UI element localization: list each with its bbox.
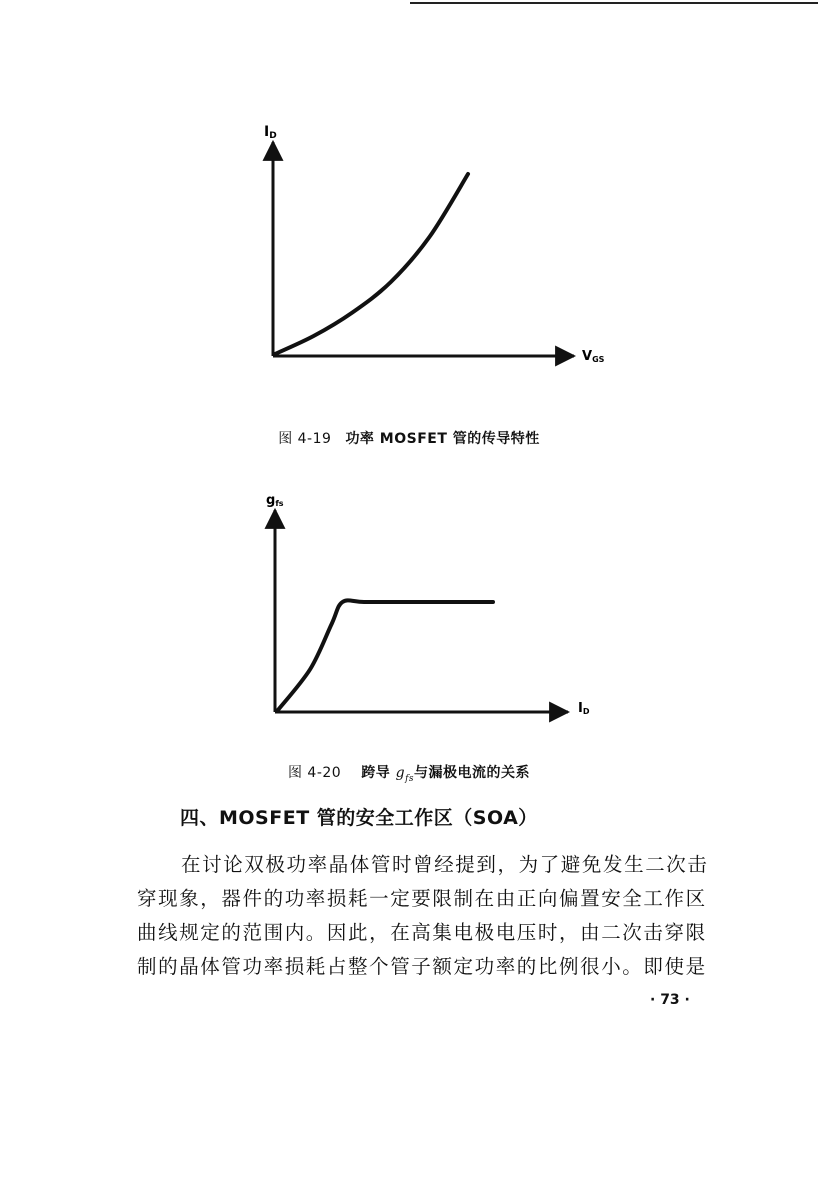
caption-number: 图 4-19 — [278, 431, 332, 447]
transconductance-curve — [278, 600, 493, 710]
caption-text-end: 与漏极电流的关系 — [414, 765, 531, 781]
x-axis-label: VGS — [582, 349, 605, 364]
paragraph-line: 制的晶体管功率损耗占整个管子额定功率的比例很小。即使是 — [137, 955, 707, 978]
figure-4-20-caption — [0, 762, 818, 784]
section-heading: 四、MOSFET 管的安全工作区（SOA） — [180, 807, 538, 829]
paragraph-line: 穿现象，器件的功率损耗一定要限制在由正向偏置安全工作区 — [137, 887, 707, 910]
caption-text: 跨导 — [361, 765, 396, 781]
y-axis-label: ID — [264, 124, 277, 141]
page-number: · 73 · — [650, 992, 690, 1008]
paragraph-line: 在讨论双极功率晶体管时曾经提到，为了避免发生二次击 — [181, 853, 709, 876]
paragraph-line: 曲线规定的范围内。因此，在高集电极电压时，由二次击穿限 — [137, 921, 707, 944]
body-paragraph — [137, 848, 717, 984]
caption-number: 图 4-20 — [287, 765, 342, 781]
caption-symbol: $g_{fs}$ — [395, 765, 415, 784]
caption-text: 功率 MOSFET 管的传导特性 — [345, 431, 540, 447]
x-axis-label: ID — [578, 701, 590, 716]
y-axis-label: gfs — [266, 493, 284, 508]
